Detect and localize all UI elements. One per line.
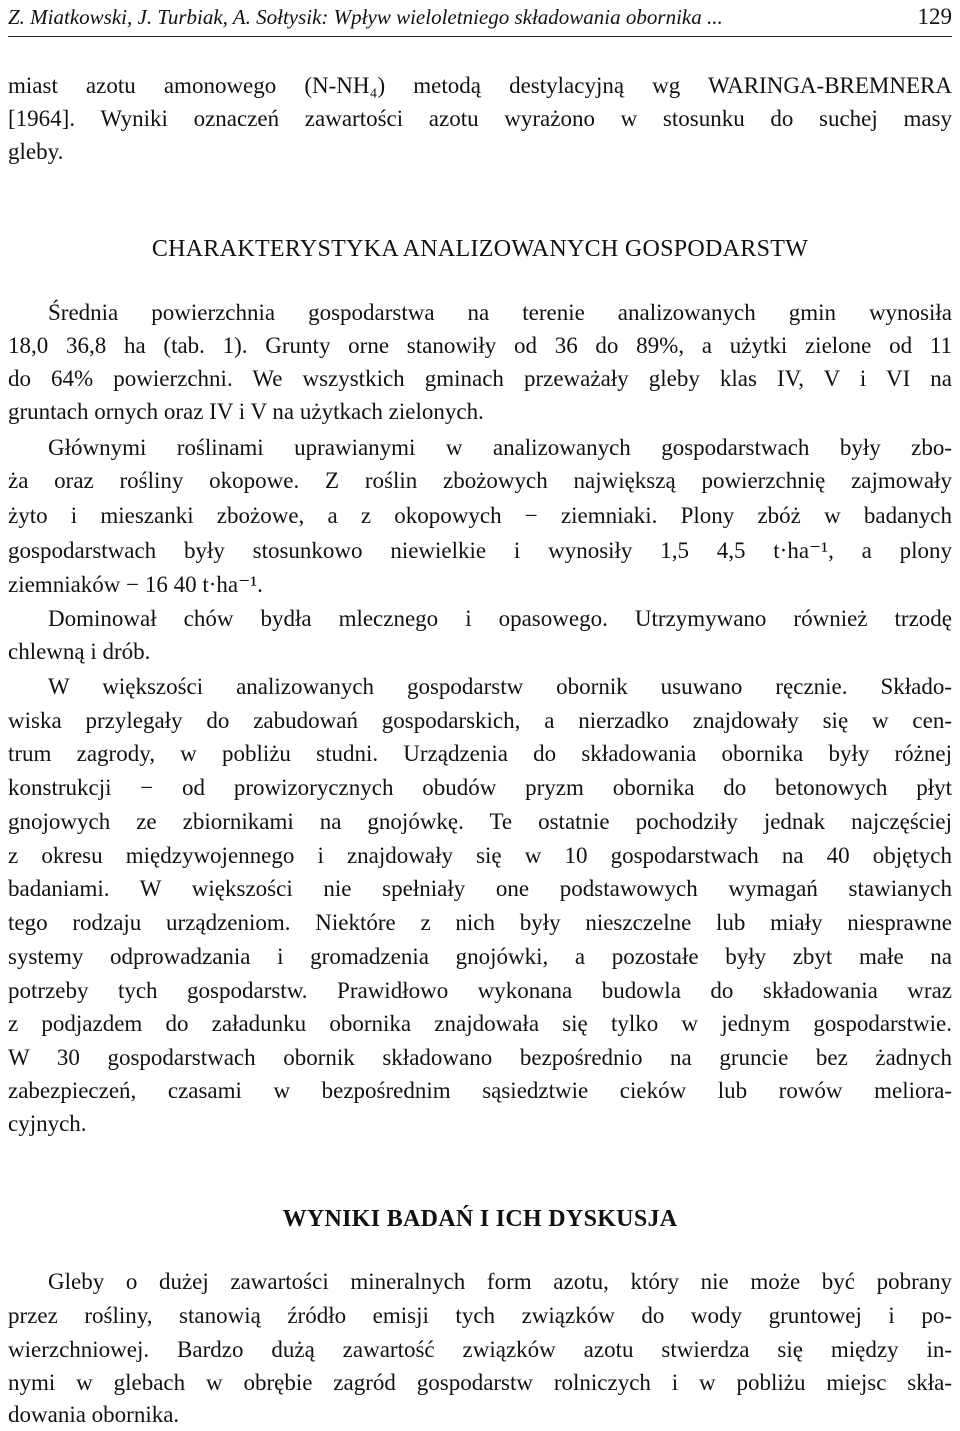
body-line: W 30 gospodarstwach obornik składowano bezpośrednio na gruncie bez żadnych (8, 1045, 952, 1070)
body-line: systemy odprowadzania i gromadzenia gnojówki, a pozostałe były zbyt małe na (8, 944, 952, 969)
body-line: gruntach ornych oraz IV i V na użytkach zielonych. (8, 399, 484, 424)
body-line: ża oraz rośliny okopowe. Z roślin zbożowych największą powierzchnię zajmowały (8, 468, 952, 493)
body-line: wiska przylegały do zabudowań gospodarskich, a nierzadko znajdowały się w cen- (8, 708, 952, 733)
body-line: wierzchniowej. Bardzo dużą zawartość związków azotu stwierdza się między in- (8, 1337, 952, 1362)
body-line: konstrukcji − od prowizorycznych obudów pryzm obornika do betonowych płyt (8, 775, 952, 800)
body-line: Dominował chów bydła mlecznego i opasowego. Utrzymywano również trzodę (48, 606, 952, 631)
body-line: z okresu międzywojennego i znajdowały się w 10 gospodarstwach na 40 objętych (8, 843, 952, 868)
body-line: żyto i mieszanki zbożowe, a z okopowych − ziemniaki. Plony zbóż w badanych (8, 503, 952, 528)
body-line: gnojowych ze zbiornikami na gnojówkę. Te ostatnie pochodziły jednak najczęściej (8, 809, 952, 834)
body-line: Gleby o dużej zawartości mineralnych form azotu, który nie może być pobrany (48, 1269, 952, 1294)
body-line: potrzeby tych gospodarstw. Prawidłowo wykonana budowla do składowania wraz (8, 978, 952, 1003)
body-line: badaniami. W większości nie spełniały one podstawowych wymagań stawianych (8, 876, 952, 901)
body-line: trum zagrody, w pobliżu studni. Urządzenia do składowania obornika były różnej (8, 741, 952, 766)
body-line: chlewną i drób. (8, 639, 151, 664)
body-line: 18,0 36,8 ha (tab. 1). Grunty orne stanowiły od 36 do 89%, a użytki zielone od 11 (8, 333, 952, 358)
section-heading-characteristics: CHARAKTERYSTYKA ANALIZOWANYCH GOSPODARSTW (151, 236, 809, 262)
body-line: ziemniaków − 16 40 t·ha⁻¹. (8, 572, 263, 597)
page-number: 129 (917, 4, 952, 29)
intro-line: miast azotu amonowego (N-NH₄) metodą destylacyjną wg WARINGA-BREMNERA (8, 73, 952, 98)
section-heading-results: WYNIKI BADAŃ I ICH DYSKUSJA (282, 1206, 678, 1232)
body-line: cyjnych. (8, 1111, 87, 1136)
running-head (8, 2, 952, 32)
body-line: tego rodzaju urządzeniom. Niektóre z nich były nieszczelne lub miały niesprawne (8, 910, 952, 935)
body-line: nymi w glebach w obrębie zagród gospodarstw rolniczych i w pobliżu miejsc skła- (8, 1370, 952, 1395)
body-line: Głównymi roślinami uprawianymi w analizowanych gospodarstwach były zbo- (48, 435, 952, 460)
body-line: z podjazdem do załadunku obornika znajdowała się tylko w jednym gospodarstwie. (8, 1011, 952, 1036)
body-line: W większości analizowanych gospodarstw obornik usuwano ręcznie. Składo- (48, 674, 952, 699)
body-line: gospodarstwach były stosunkowo niewielkie i wynosiły 1,5 4,5 t·ha⁻¹, a plony (8, 538, 952, 563)
body-line: przez rośliny, stanowią źródło emisji tych związków do wody gruntowej i po- (8, 1303, 952, 1328)
header-rule (8, 36, 952, 37)
intro-line: gleby. (8, 139, 64, 164)
running-head-title: Z. Miatkowski, J. Turbiak, A. Sołtysik: Wpływ wieloletniego składowania obornika ... (8, 4, 723, 29)
body-line: do 64% powierzchni. We wszystkich gminach przeważały gleby klas IV, V i VI na (8, 366, 952, 391)
body-line: dowania obornika. (8, 1402, 180, 1427)
intro-line: [1964]. Wyniki oznaczeń zawartości azotu wyrażono w stosunku do suchej masy (8, 106, 952, 131)
body-line: Średnia powierzchnia gospodarstwa na terenie analizowanych gmin wynosiła (48, 300, 952, 325)
body-line: zabezpieczeń, czasami w bezpośrednim sąsiedztwie cieków lub rowów meliora- (8, 1078, 952, 1103)
